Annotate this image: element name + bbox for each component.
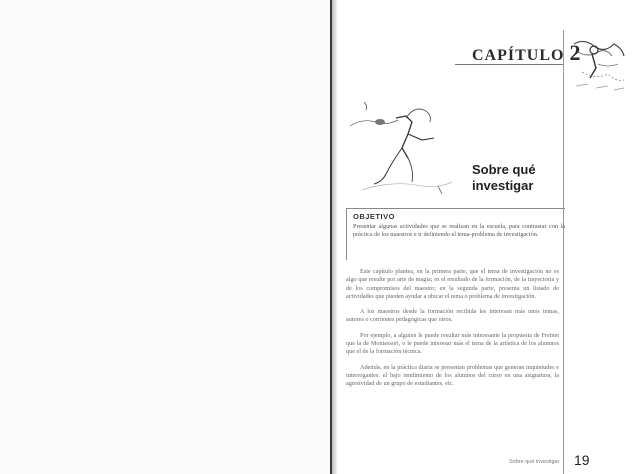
objective-heading: OBJETIVO	[353, 212, 395, 221]
chapter-number: 2	[569, 40, 582, 65]
page-number: 19	[574, 452, 590, 468]
chapter-heading	[472, 40, 581, 66]
running-footer: Sobre qué investigar	[509, 459, 560, 465]
objective-box	[346, 208, 565, 260]
body-text	[346, 268, 559, 396]
chapter-underline	[455, 64, 563, 65]
body-paragraph: Este capítulo plantea, en la primera parte, que el tema de investigación no es algo que resulte por arte de magia; es el resultado de la formación, de la trayectoria y de los compromisos del maestro; en la segunda parte, presenta un listado de actividades que pueden ayudar a ubicar el tema o problema de investigación.	[346, 268, 559, 300]
decorative-sketch-icon	[568, 34, 630, 96]
body-paragraph: Además, en la práctica diaria se presentan problemas que generan inquietudes e interrogantes: el bajo rendimiento de los alumnos del curso en una asignatura, la agresividad de un grupo de estudiantes, etc.	[346, 363, 559, 388]
section-title: Sobre qué investigar	[472, 162, 536, 193]
body-paragraph: Por ejemplo, a alguien le puede resultar más interesante la propuesta de Freinet que la de Montessori, o le puede interesar más el tema de la artística de los alumnos que el de la formación técnica.	[346, 331, 559, 356]
spine-shadow	[332, 0, 338, 474]
objective-text: Presentar algunas actividades que se realizan en la escuela, para contrastar con la práctica de los maestros e ir definiendo el tema-problema de investigación.	[353, 223, 565, 238]
climber-illustration-icon	[342, 96, 457, 196]
chapter-label: CAPÍTULO	[472, 47, 565, 64]
body-paragraph: A los maestros desde la formación recibida les interesan más unos temas, autores o corrientes pedagógicas que otros.	[346, 308, 559, 324]
